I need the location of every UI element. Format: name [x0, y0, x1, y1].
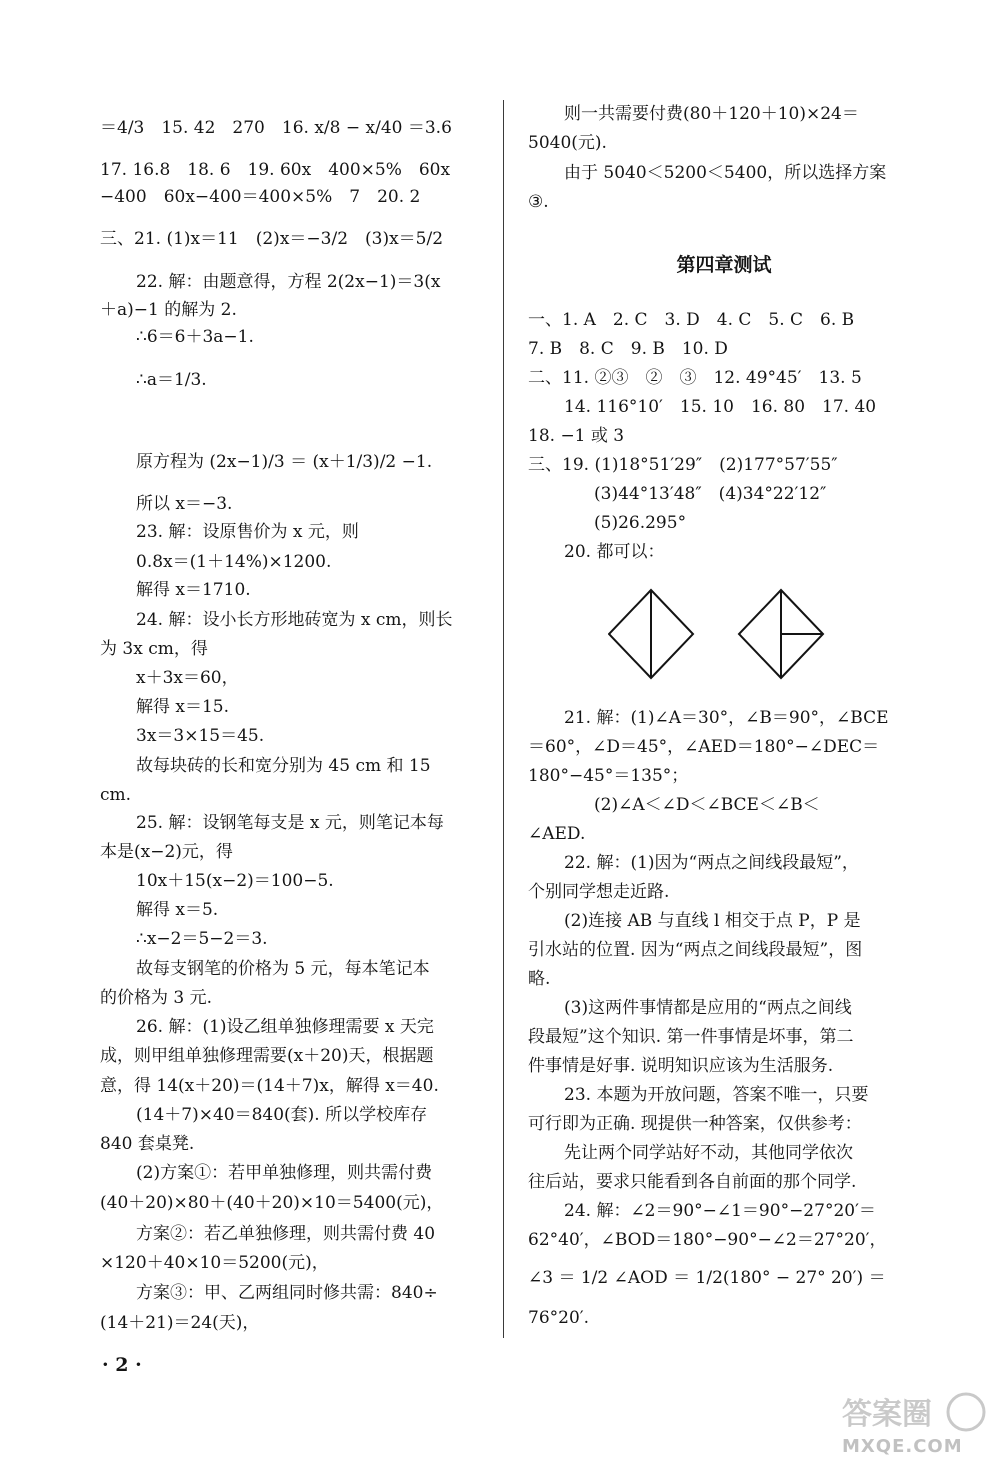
diamond-figure-2 [739, 590, 823, 678]
text-line: (2)连接 AB 与直线 l 相交于点 P，P 是 [564, 911, 861, 931]
text-line: 14. 116°10′ 15. 10 16. 80 17. 40 [564, 397, 877, 417]
text-line: (3)44°13′48″ (4)34°22′12″ [594, 484, 827, 504]
diamond-figures [608, 586, 928, 686]
text-line: 方案③：甲、乙两组同时修共需：840÷ [136, 1283, 438, 1303]
diamond-figure-1 [609, 590, 693, 678]
text-line: (2)方案①：若甲单独修理，则共需付费 [136, 1163, 433, 1183]
text-line: 故每块砖的长和宽分别为 45 cm 和 15 [136, 756, 431, 776]
text-line: 成，则甲组单独修理需要(x＋20)天，根据题 [100, 1046, 434, 1066]
text-line: ∠3 ＝ 1/2 ∠AOD ＝ 1/2(180° − 27° 20′) ＝ [528, 1268, 886, 1288]
text-line: ∴6＝6＋3a−1. [136, 327, 254, 347]
text-line: 三、19. (1)18°51′29″ (2)177°57′55″ [528, 455, 838, 475]
text-line: 22. 解：由题意得，方程 2(2x−1)＝3(x [136, 272, 441, 292]
text-line: 则一共需要付费(80＋120＋10)×24＝ [564, 104, 859, 124]
watermark-logo-text: 答案圈 [842, 1397, 932, 1432]
section-heading: 第四章测试 [676, 254, 772, 276]
text-line: (14＋7)×40＝840(套). 所以学校库存 [136, 1105, 428, 1125]
text-line: x＋3x＝60， [136, 668, 239, 688]
text-line: 解得 x＝15. [136, 697, 230, 717]
text-line: 往后站，要求只能看到各自前面的那个同学. [528, 1172, 857, 1192]
text-line: 引水站的位置. 因为“两点之间线段最短”，图 [528, 940, 863, 960]
text-line: 3x＝3×15＝45. [136, 726, 265, 746]
text-line: ＝4/3 15. 42 270 16. x/8 − x/40 ＝3.6 [100, 118, 452, 138]
text-line: 三、21. (1)x＝11 (2)x＝−3/2 (3)x＝5/2 [100, 229, 444, 249]
text-line: (14＋21)＝24(天)， [100, 1313, 260, 1333]
text-line: 180°−45°＝135°； [528, 766, 689, 786]
text-line: 24. 解：∠2＝90°−∠1＝90°−27°20′＝ [564, 1201, 876, 1221]
text-line: 意，得 14(x＋20)＝(14＋7)x，解得 x＝40. [100, 1076, 439, 1096]
text-line: 18. −1 或 3 [528, 426, 625, 446]
text-line: 26. 解：(1)设乙组单独修理需要 x 天完 [136, 1017, 434, 1037]
text-line: (5)26.295° [594, 513, 687, 533]
text-line: ∠AED. [528, 824, 586, 844]
text-line: 由于 5040＜5200＜5400，所以选择方案 [564, 163, 887, 183]
text-line: 23. 解：设原售价为 x 元，则 [136, 522, 359, 542]
text-line: 10x＋15(x−2)＝100−5. [136, 871, 334, 891]
text-line: 一、1. A 2. C 3. D 4. C 5. C 6. B [528, 310, 855, 330]
q20-figures [608, 586, 928, 686]
text-line: 解得 x＝5. [136, 900, 219, 920]
text-line: 所以 x＝−3. [136, 494, 233, 514]
text-line: ＋a)−1 的解为 2. [100, 300, 237, 320]
text-line: 略. [528, 969, 551, 989]
text-line: ＝60°，∠D＝45°，∠AED＝180°−∠DEC＝ [528, 737, 880, 757]
text-line: 25. 解：设钢笔每支是 x 元，则笔记本每 [136, 813, 444, 833]
text-line: 为 3x cm，得 [100, 639, 208, 659]
text-line: 840 套桌凳. [100, 1134, 195, 1154]
text-line: 先让两个同学站好不动，其他同学依次 [564, 1143, 853, 1163]
text-line: 的价格为 3 元. [100, 988, 213, 1008]
column-divider [503, 100, 504, 1338]
text-line: 22. 解：(1)因为“两点之间线段最短”， [564, 853, 859, 873]
text-line: 17. 16.8 18. 6 19. 60x 400×5% 60x [100, 160, 451, 180]
text-line: (3)这两件事情都是应用的“两点之间线 [564, 998, 852, 1018]
text-line: 件事情是好事. 说明知识应该为生活服务. [528, 1056, 834, 1076]
text-line: 原方程为 (2x−1)/3 ＝ (x＋1/3)/2 −1. [136, 452, 433, 472]
text-line: 解得 x＝1710. [136, 580, 251, 600]
text-line: 7. B 8. C 9. B 10. D [528, 339, 728, 359]
text-line: 24. 解：设小长方形地砖宽为 x cm，则长 [136, 610, 453, 630]
watermark-logo [838, 1392, 988, 1434]
text-line: ×120＋40×10＝5200(元)， [100, 1253, 329, 1273]
text-line: cm. [100, 785, 132, 805]
text-line: 0.8x＝(1＋14%)×1200. [136, 552, 332, 572]
text-line: ∴x−2＝5−2＝3. [136, 929, 268, 949]
text-line: 23. 本题为开放问题，答案不唯一，只要 [564, 1085, 869, 1105]
text-line: 本是(x−2)元，得 [100, 842, 233, 862]
text-line: 5040(元). [528, 133, 607, 153]
text-line: −400 60x−400＝400×5% 7 20. 2 [100, 187, 421, 207]
text-line: 个别同学想走近路. [528, 882, 670, 902]
text-line: 二、11. ②③ ② ③ 12. 49°45′ 13. 5 [528, 368, 862, 388]
text-line: 21. 解：(1)∠A＝30°，∠B＝90°，∠BCE [564, 708, 889, 728]
text-line: 故每支钢笔的价格为 5 元，每本笔记本 [136, 959, 430, 979]
text-line: 62°40′，∠BOD＝180°−90°−∠2＝27°20′， [528, 1230, 887, 1250]
site-watermark [836, 1392, 996, 1462]
text-line: (2)∠A＜∠D＜∠BCE＜∠B＜ [594, 795, 820, 815]
text-line: ∴a＝1/3. [136, 370, 207, 390]
text-line: 段最短”这个知识. 第一件事情是坏事，第二 [528, 1027, 854, 1047]
text-line: 可行即为正确. 现提供一种答案，仅供参考： [528, 1114, 862, 1134]
text-line: ③. [528, 192, 549, 212]
text-line: (40＋20)×80＋(40＋20)×10＝5400(元)， [100, 1193, 444, 1213]
watermark-url: MXQE.COM [842, 1436, 963, 1457]
text-line: 方案②：若乙单独修理，则共需付费 40 [136, 1224, 436, 1244]
text-line: 20. 都可以： [564, 542, 665, 562]
page-number: · 2 · [102, 1354, 142, 1376]
text-line: 76°20′. [528, 1308, 590, 1328]
